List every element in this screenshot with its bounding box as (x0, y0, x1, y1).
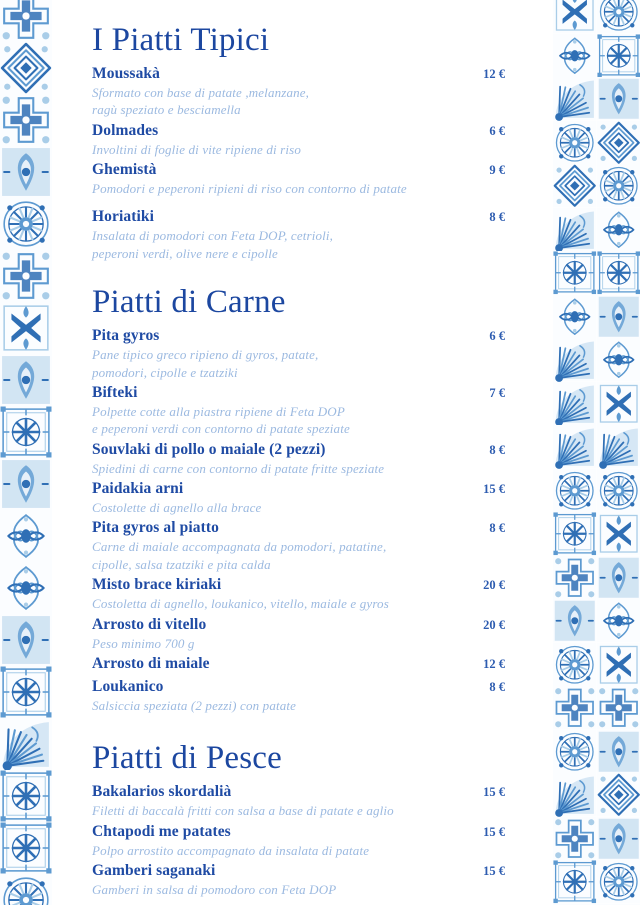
spacer (92, 198, 505, 206)
menu-item-name: Dolmades (92, 121, 159, 139)
border-wash-tile (597, 730, 640, 774)
right-decorative-border (553, 0, 640, 905)
border-wash-tile (597, 77, 640, 121)
border-scroll-tile (0, 562, 52, 614)
menu-item-name: Chtapodi me patates (92, 822, 231, 840)
border-star-tile (0, 406, 52, 458)
border-rosette-tile (0, 874, 52, 905)
border-wash-tile (597, 817, 640, 861)
menu-item (92, 439, 505, 477)
border-star-tile (0, 822, 52, 874)
menu-item-description-line: Salsiccia speziata (2 pezzi) con patate (92, 697, 297, 713)
border-diamond-tile (597, 773, 640, 817)
menu-item-price: 7 € (489, 385, 505, 400)
border-rosette-tile (597, 0, 640, 34)
border-fan-tile (553, 77, 597, 121)
border-x-tile (0, 302, 52, 354)
menu-item-price: 8 € (489, 442, 505, 457)
menu-item-description-line: Pomodori e peperoni ripieni di riso con contorno di patate (92, 181, 407, 197)
border-cross-tile (0, 0, 52, 42)
menu-item-price: 6 € (489, 329, 505, 344)
border-wash-tile (0, 614, 52, 666)
menu-item-price: 12 € (483, 66, 505, 81)
menu-item-head (92, 478, 505, 500)
menu-item-description-line: e peperoni verdi con contorno di patate speziate (92, 421, 350, 437)
border-fan-tile (553, 773, 597, 817)
menu-item (92, 120, 505, 158)
menu-item-name: Misto brace kiriaki (92, 576, 222, 594)
border-scroll-tile (597, 208, 640, 252)
menu-item-head (92, 382, 505, 404)
border-cross-tile (0, 94, 52, 146)
border-scroll-tile (553, 295, 597, 339)
menu-item-description-line: Pane tipico greco ripieno di gyros, patate, (92, 347, 319, 363)
border-x-tile (597, 512, 640, 556)
border-star-tile (597, 34, 640, 78)
border-rosette-tile (553, 643, 597, 687)
border-wash-tile (0, 146, 52, 198)
menu-item-name: Moussakà (92, 64, 160, 82)
menu-content (52, 0, 553, 905)
section-title: Piatti di Carne (92, 284, 286, 321)
menu-item-price: 9 € (489, 163, 505, 178)
border-diamond-tile (553, 164, 597, 208)
menu-item-head (92, 517, 505, 539)
menu-item (92, 653, 505, 675)
menu-item-price: 12 € (483, 656, 505, 671)
border-scroll-tile (0, 510, 52, 562)
menu-item-head (92, 821, 505, 843)
menu-item-price: 20 € (483, 578, 505, 593)
border-scroll-tile (553, 34, 597, 78)
menu-section (92, 22, 505, 262)
menu-item-description-line: Peso minimo 700 g (92, 635, 195, 651)
border-scroll-tile (597, 338, 640, 382)
menu-item-head (92, 676, 505, 698)
menu-item (92, 676, 505, 714)
menu-item-name: Pita gyros al piatto (92, 519, 219, 537)
menu-item (92, 206, 505, 262)
menu-item-name: Arrosto di vitello (92, 615, 207, 633)
menu-item-head (92, 574, 505, 596)
border-wash-tile (0, 354, 52, 406)
menu-item (92, 159, 505, 197)
border-fan-tile (553, 425, 597, 469)
border-star-tile (553, 251, 597, 295)
menu-item-name: Bifteki (92, 383, 138, 401)
menu-item (92, 614, 505, 652)
menu-section (92, 740, 505, 898)
border-wash-tile (597, 556, 640, 600)
menu-item-price: 15 € (483, 482, 505, 497)
menu-item-head (92, 781, 505, 803)
border-rosette-tile (553, 469, 597, 513)
menu-item-head (92, 325, 505, 347)
menu-item (92, 478, 505, 516)
left-decorative-border (0, 0, 52, 905)
menu-item-description-line: Costolette di agnello alla brace (92, 500, 262, 516)
border-x-tile (597, 643, 640, 687)
menu-item-description-line: Polpette cotte alla piastra ripiene di Feta DOP (92, 403, 345, 419)
border-star-tile (553, 860, 597, 904)
border-diamond-tile (0, 42, 52, 94)
border-rosette-tile (553, 121, 597, 165)
menu-item-price: 8 € (489, 210, 505, 225)
border-cross-tile (553, 817, 597, 861)
menu-item-price: 6 € (489, 123, 505, 138)
border-fan-tile (0, 718, 52, 770)
border-x-tile (553, 0, 597, 34)
menu-item-name: Horiatiki (92, 208, 155, 226)
menu-item-description-line: Involtini di foglie di vite ripiene di riso (92, 141, 302, 157)
border-star-tile (553, 512, 597, 556)
menu-section (92, 284, 505, 714)
menu-item-price: 8 € (489, 521, 505, 536)
menu-item-description-line: ragù speziato e besciamella (92, 102, 241, 118)
border-rosette-tile (597, 860, 640, 904)
border-fan-tile (553, 338, 597, 382)
section-title: Piatti di Pesce (92, 740, 282, 777)
menu-item-description-line: pomodori, cipolle e tzatziki (92, 364, 238, 380)
menu-item-price: 15 € (483, 824, 505, 839)
border-fan-tile (597, 425, 640, 469)
border-scroll-tile (597, 599, 640, 643)
border-rosette-tile (553, 730, 597, 774)
menu-item-head (92, 614, 505, 636)
menu-item-description-line: Spiedini di carne con contorno di patate fritte speziate (92, 460, 385, 476)
menu-item-name: Souvlaki di pollo o maiale (2 pezzi) (92, 440, 326, 458)
menu-item-description-line: Carne di maiale accompagnata da pomodori, patatine, (92, 539, 387, 555)
menu-item-name: Ghemistà (92, 161, 157, 179)
menu-item-head (92, 63, 505, 85)
menu-item-price: 15 € (483, 785, 505, 800)
menu-item-description-line: Insalata di pomodori con Feta DOP, cetrioli, (92, 228, 334, 244)
border-rosette-tile (597, 469, 640, 513)
menu-item (92, 517, 505, 573)
border-cross-tile (0, 250, 52, 302)
menu-item (92, 574, 505, 612)
menu-item-description-line: Costoletta di agnello, loukanico, vitello, maiale e gyros (92, 596, 389, 612)
menu-item-head (92, 120, 505, 142)
menu-item-description-line: Polpo arrostito accompagnato da insalata di patate (92, 842, 370, 858)
border-star-tile (597, 251, 640, 295)
border-cross-tile (553, 686, 597, 730)
menu-item-description-line: peperoni verdi, olive nere e cipolle (92, 245, 278, 261)
menu-item-head (92, 653, 505, 675)
menu-item (92, 781, 505, 819)
border-wash-tile (0, 458, 52, 510)
border-rosette-tile (597, 164, 640, 208)
menu-item-price: 20 € (483, 617, 505, 632)
menu-item (92, 382, 505, 438)
border-fan-tile (553, 208, 597, 252)
menu-item-head (92, 439, 505, 461)
border-rosette-tile (0, 198, 52, 250)
menu-item-description-line: Sformato con base di patate ,melanzane, (92, 84, 310, 100)
menu-item-description-line: Gamberi in salsa di pomodoro con Feta DOP (92, 881, 337, 897)
menu-item (92, 860, 505, 898)
menu-item-description-line: Filetti di baccalà fritti con salsa a base di patate e aglio (92, 803, 394, 819)
menu-item-name: Arrosto di maiale (92, 654, 210, 672)
border-star-tile (0, 770, 52, 822)
menu-item-price: 8 € (489, 679, 505, 694)
menu-item-name: Pita gyros (92, 327, 160, 345)
section-title: I Piatti Tipici (92, 22, 270, 58)
menu-item-name: Bakalarios skordalià (92, 783, 232, 801)
border-cross-tile (597, 686, 640, 730)
menu-item-name: Paidakia arni (92, 480, 184, 498)
border-fan-tile (553, 382, 597, 426)
menu-item-head (92, 206, 505, 228)
border-wash-tile (553, 599, 597, 643)
menu-item-price: 15 € (483, 863, 505, 878)
menu-item (92, 63, 505, 119)
menu-item-description-line: cipolle, salsa tzatziki e pita calda (92, 556, 271, 572)
menu-item (92, 821, 505, 859)
border-cross-tile (553, 556, 597, 600)
menu-item-head (92, 159, 505, 181)
border-wash-tile (597, 295, 640, 339)
border-star-tile (0, 666, 52, 718)
border-x-tile (597, 382, 640, 426)
border-diamond-tile (597, 121, 640, 165)
menu-item-name: Gamberi saganaki (92, 861, 216, 879)
menu-item (92, 325, 505, 381)
menu-item-name: Loukanico (92, 677, 164, 695)
menu-item-head (92, 860, 505, 882)
